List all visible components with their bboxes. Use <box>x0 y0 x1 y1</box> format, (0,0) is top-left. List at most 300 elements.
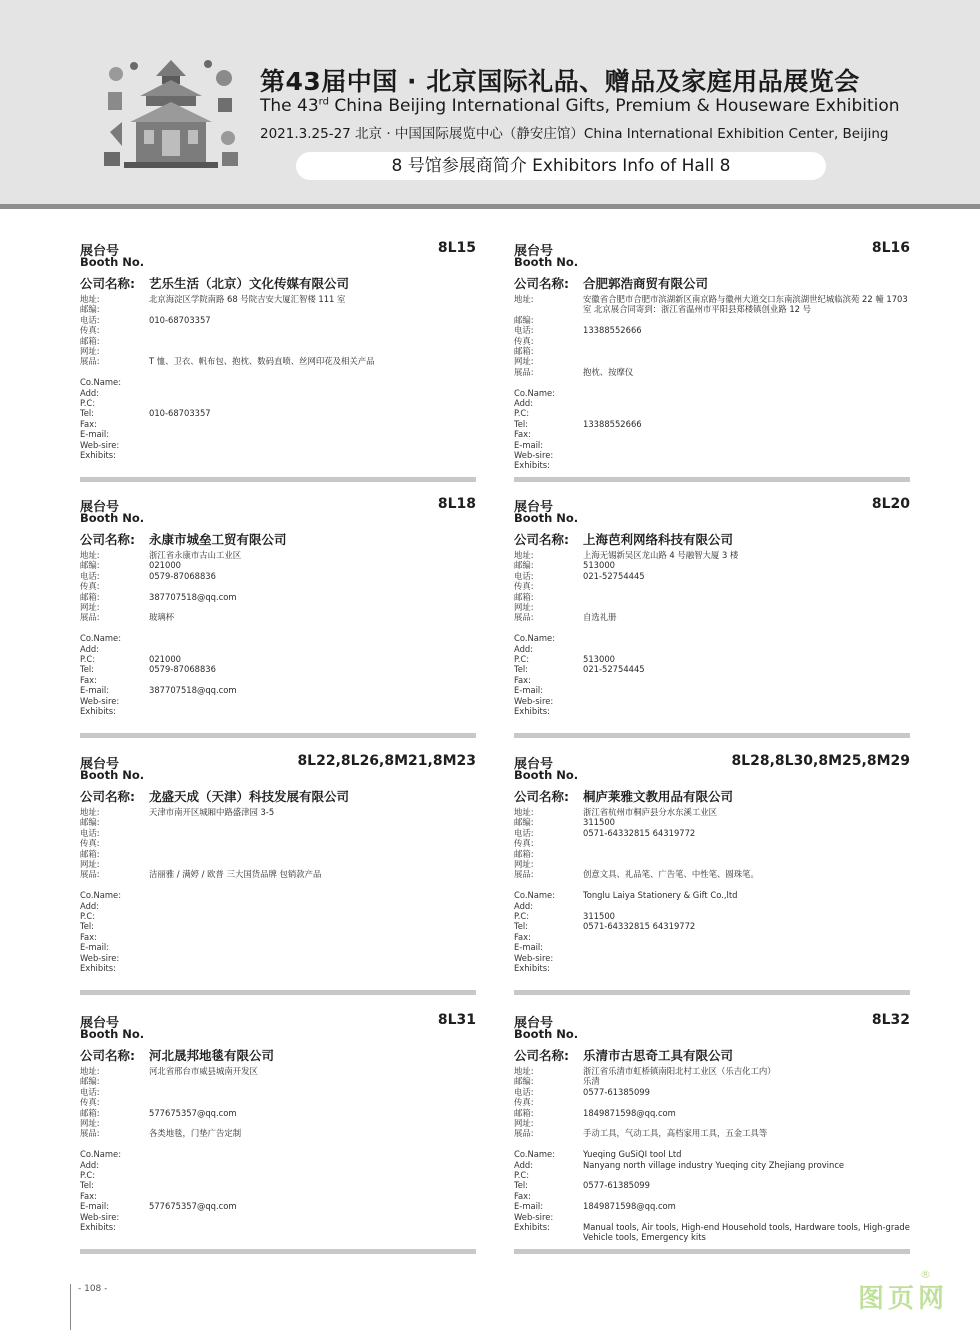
field-value <box>583 408 910 418</box>
page-header <box>0 0 980 204</box>
field-row-web-en <box>80 696 476 706</box>
field-row-pc-en <box>80 654 476 664</box>
booth-label-zh: 展台号 <box>514 1016 554 1031</box>
field-row-fax-zh <box>514 581 910 591</box>
field-value <box>149 450 476 460</box>
field-row-coname-en <box>514 633 910 643</box>
field-label: 展品: <box>80 1128 100 1139</box>
field-value <box>149 911 476 921</box>
field-value <box>149 419 476 429</box>
section-gap <box>514 377 910 387</box>
field-row-web-en <box>80 953 476 963</box>
card-divider <box>514 477 910 482</box>
exhibitor-card <box>514 496 910 738</box>
field-value <box>583 440 910 450</box>
field-row-tel-en <box>514 921 910 931</box>
booth-label-en: Booth No. <box>514 255 579 269</box>
booth-label-en: Booth No. <box>80 768 145 782</box>
field-row-email-zh <box>80 849 476 859</box>
field-row-phone-zh <box>80 828 476 838</box>
field-value: Tonglu Laiya Stationery & Gift Co.,ltd <box>583 890 738 901</box>
field-label: Add: <box>80 643 100 654</box>
field-label: Web-sire: <box>514 695 554 706</box>
field-value: 乐清 <box>583 1076 600 1087</box>
field-label: P.C: <box>80 653 96 664</box>
field-row-pc-en <box>80 1170 476 1180</box>
field-row-email-zh <box>80 1108 476 1118</box>
field-value <box>583 859 910 869</box>
field-row-pc-en <box>514 654 910 664</box>
field-value: 0579-87068836 <box>149 570 216 581</box>
field-value <box>583 1170 910 1180</box>
field-row-web-zh <box>80 1118 476 1128</box>
field-label: E-mail: <box>514 1201 544 1212</box>
field-label: Fax: <box>514 931 531 942</box>
field-label: 地址: <box>80 807 100 817</box>
field-row-web-en <box>80 1212 476 1222</box>
field-row-tel-en <box>514 1180 910 1190</box>
field-value: 387707518@qq.com <box>149 591 237 602</box>
field-row-phone-zh <box>80 315 476 325</box>
section-gap <box>80 880 476 890</box>
field-value <box>583 953 910 963</box>
field-row-email-en <box>514 1201 910 1211</box>
field-label: 电话: <box>80 1086 100 1097</box>
field-label: Tel: <box>80 664 94 675</box>
field-label: 展品: <box>80 356 100 367</box>
field-value: 1849871598@qq.com <box>583 1107 676 1118</box>
field-label: 电话: <box>514 1086 534 1097</box>
field-value <box>149 1087 476 1097</box>
field-row-phone-zh <box>514 571 910 581</box>
field-row-exhibits-en <box>80 1222 476 1232</box>
field-row-fax-en <box>514 1191 910 1201</box>
field-row-pc-en <box>514 1170 910 1180</box>
field-label: E-mail: <box>514 439 544 450</box>
field-row-exhibits-en <box>514 963 910 973</box>
field-label: Add: <box>514 1159 534 1170</box>
field-label: 传真: <box>514 335 534 346</box>
field-row-email-zh <box>80 336 476 346</box>
field-label: 邮箱: <box>514 848 534 859</box>
field-value: 021000 <box>149 653 181 664</box>
field-row-phone-zh <box>80 1087 476 1097</box>
field-value <box>149 581 476 591</box>
field-value <box>149 1191 476 1201</box>
booth-label-en: Booth No. <box>80 1027 145 1041</box>
field-row-email-en <box>80 942 476 952</box>
field-value <box>149 1097 476 1107</box>
field-value: 513000 <box>583 560 615 571</box>
field-value <box>149 963 476 973</box>
field-label: Web-sire: <box>80 952 120 963</box>
field-value <box>149 1149 476 1159</box>
section-gap <box>80 1139 476 1149</box>
field-label: 邮箱: <box>514 591 534 602</box>
field-label: 传真: <box>80 581 100 592</box>
field-label: 网址: <box>80 602 100 613</box>
field-label: Web-sire: <box>80 439 120 450</box>
card-divider <box>514 733 910 738</box>
field-value: 513000 <box>583 653 615 664</box>
field-value <box>583 963 910 973</box>
field-row-fax-en <box>514 932 910 942</box>
section-gap <box>514 880 910 890</box>
booth-number: 8L28,8L30,8M25,8M29 <box>731 753 910 769</box>
exhibition-date-venue: 2021.3.25-27 北京 · 中国国际展览中心（静安庄馆）China International Exhibition Center, Beijing <box>260 126 889 142</box>
field-label: 地址: <box>80 294 100 304</box>
field-value: 311500 <box>583 910 615 921</box>
field-label: 邮编: <box>80 817 100 828</box>
exhibitor-details <box>80 807 476 973</box>
field-value: 浙江省杭州市桐庐县分水东溪工业区 <box>583 807 717 817</box>
company-label: 公司名称: <box>80 532 135 547</box>
field-row-web-en <box>514 450 910 460</box>
field-row-coname-en <box>80 633 476 643</box>
field-label: Co.Name: <box>80 377 122 388</box>
field-value <box>583 388 910 398</box>
field-label: P.C: <box>514 653 530 664</box>
booth-number: 8L15 <box>437 240 476 256</box>
company-label: 公司名称: <box>514 276 569 291</box>
field-value: 自选礼册 <box>583 612 617 623</box>
field-value <box>583 706 910 716</box>
booth-label-en: Booth No. <box>514 1027 579 1041</box>
field-label: P.C: <box>514 408 530 419</box>
field-row-fax-en <box>80 419 476 429</box>
field-label: 地址: <box>80 1066 100 1076</box>
field-row-email-en <box>514 942 910 952</box>
field-label: Exhibits: <box>514 962 550 973</box>
company-name: 上海芭利网络科技有限公司 <box>583 532 734 547</box>
field-label: Exhibits: <box>80 1221 116 1232</box>
field-value <box>583 849 910 859</box>
field-row-fax-zh <box>514 336 910 346</box>
field-row-web-en <box>514 696 910 706</box>
company-name: 艺乐生活（北京）文化传媒有限公司 <box>149 276 350 291</box>
booth-label-zh: 展台号 <box>514 244 554 259</box>
field-row-exhibits-en <box>514 1222 910 1243</box>
card-divider <box>80 990 476 995</box>
field-value: 玻璃杯 <box>149 612 175 623</box>
field-row-exhibits-en <box>514 460 910 470</box>
field-row-tel-en <box>514 419 910 429</box>
field-label: Fax: <box>80 1190 97 1201</box>
field-row-fax-en <box>514 429 910 439</box>
field-row-email-en <box>514 440 910 450</box>
field-label: 邮箱: <box>514 1107 534 1118</box>
exhibitor-details <box>514 1066 910 1243</box>
field-label: 地址: <box>514 550 534 560</box>
booth-label-en: Booth No. <box>80 255 145 269</box>
exhibitor-details <box>80 550 476 716</box>
field-value <box>149 1212 476 1222</box>
field-label: 网址: <box>514 602 534 612</box>
field-label: Exhibits: <box>514 1222 550 1232</box>
field-row-coname-en <box>80 1149 476 1159</box>
field-label: Web-sire: <box>514 449 554 460</box>
field-value <box>583 602 910 612</box>
section-gap <box>80 623 476 633</box>
field-row-exhibits-zh <box>80 869 476 879</box>
field-label: 传真: <box>514 1097 534 1108</box>
field-row-coname-en <box>514 1149 910 1159</box>
field-label: Web-sire: <box>80 1211 120 1222</box>
field-value: Nanyang north village industry Yueqing city Zhejiang province <box>583 1159 845 1170</box>
field-value <box>149 644 476 654</box>
exhibitor-details <box>514 550 910 716</box>
field-row-web-zh <box>514 602 910 612</box>
field-row-email-zh <box>514 849 910 859</box>
field-value <box>583 336 910 346</box>
field-row-coname-en <box>514 388 910 398</box>
field-row-fax-zh <box>80 838 476 848</box>
field-value <box>149 325 476 335</box>
field-value <box>583 356 910 366</box>
card-divider <box>514 1249 910 1254</box>
field-row-fax-zh <box>80 325 476 335</box>
field-value: 13388552666 <box>583 418 642 429</box>
booth-number: 8L16 <box>871 240 910 256</box>
field-row-exhibits-zh <box>514 869 910 879</box>
field-label: Fax: <box>80 418 97 429</box>
field-value <box>583 1212 910 1222</box>
field-label: Co.Name: <box>514 890 556 901</box>
field-row-web-zh <box>80 602 476 612</box>
field-value <box>149 1170 476 1180</box>
field-row-exhibits-zh <box>80 612 476 622</box>
field-label: 展品: <box>514 1128 534 1139</box>
field-row-address-zh <box>514 807 910 817</box>
field-label: 邮编: <box>514 817 534 828</box>
field-value: 0577-61385099 <box>583 1086 650 1097</box>
field-value <box>149 304 476 314</box>
field-row-email-en <box>80 429 476 439</box>
booth-label-zh: 展台号 <box>80 500 120 515</box>
exhibitor-card <box>80 240 476 482</box>
company-name: 乐清市古思奇工具有限公司 <box>583 1048 734 1063</box>
field-label: E-mail: <box>80 942 110 953</box>
field-row-web-zh <box>514 356 910 366</box>
field-row-fax-zh <box>514 838 910 848</box>
field-value: 上海无锡新吴区龙山路 4 号融智大厦 3 楼 <box>583 550 739 560</box>
booth-label-en: Booth No. <box>80 511 145 525</box>
field-value <box>149 932 476 942</box>
field-label: Exhibits: <box>80 962 116 973</box>
field-label: 网址: <box>80 858 100 869</box>
field-row-add-en <box>514 1160 910 1170</box>
company-label: 公司名称: <box>80 276 135 291</box>
field-row-address-zh <box>80 1066 476 1076</box>
field-label: Tel: <box>514 418 528 429</box>
field-row-web-en <box>514 953 910 963</box>
field-value <box>149 336 476 346</box>
company-label: 公司名称: <box>514 789 569 804</box>
field-row-address-zh <box>514 550 910 560</box>
field-value: 浙江省永康市古山工业区 <box>149 550 242 560</box>
field-value <box>583 901 910 911</box>
field-row-fax-zh <box>514 1097 910 1107</box>
field-row-tel-en <box>80 1180 476 1190</box>
field-label: 电话: <box>514 827 534 838</box>
field-value: 创意文具、礼品笔、广告笔、中性笔、圆珠笔。 <box>583 869 759 880</box>
field-label: 邮编: <box>514 1076 534 1087</box>
card-divider <box>514 990 910 995</box>
field-row-email-zh <box>514 592 910 602</box>
field-row-fax-zh <box>80 581 476 591</box>
field-label: Fax: <box>514 1190 531 1201</box>
exhibitor-card <box>514 753 910 995</box>
field-label: 邮箱: <box>80 335 100 346</box>
field-row-address-zh <box>80 807 476 817</box>
field-value: 010-68703357 <box>149 314 211 325</box>
field-value: 1849871598@qq.com <box>583 1201 676 1212</box>
field-label: Co.Name: <box>80 1149 122 1160</box>
booth-label-zh: 展台号 <box>80 244 120 259</box>
field-row-email-zh <box>80 592 476 602</box>
field-value <box>149 817 476 827</box>
field-label: Tel: <box>514 1180 528 1191</box>
field-value <box>149 1076 476 1086</box>
booth-label-en: Booth No. <box>514 768 579 782</box>
field-value <box>149 429 476 439</box>
field-value <box>149 828 476 838</box>
field-row-postcode-zh <box>514 1076 910 1086</box>
field-value <box>149 942 476 952</box>
field-row-fax-en <box>80 675 476 685</box>
field-label: 电话: <box>514 325 534 336</box>
field-label: 邮编: <box>80 304 100 315</box>
field-row-postcode-zh <box>80 1076 476 1086</box>
field-value <box>583 675 910 685</box>
field-row-pc-en <box>514 911 910 921</box>
company-label: 公司名称: <box>80 1048 135 1063</box>
field-row-email-en <box>80 1201 476 1211</box>
field-row-pc-en <box>514 408 910 418</box>
field-row-exhibits-zh <box>514 612 910 622</box>
field-row-tel-en <box>80 664 476 674</box>
booth-label-zh: 展台号 <box>80 1016 120 1031</box>
card-divider <box>80 1249 476 1254</box>
field-label: P.C: <box>514 1170 530 1181</box>
field-label: 网址: <box>80 345 100 356</box>
field-row-email-zh <box>514 346 910 356</box>
field-value <box>149 440 476 450</box>
field-value: 021-52754445 <box>583 570 645 581</box>
field-row-postcode-zh <box>514 315 910 325</box>
field-row-coname-en <box>80 890 476 900</box>
booth-label-zh: 展台号 <box>80 757 120 772</box>
field-label: Exhibits: <box>514 460 550 471</box>
field-label: 网址: <box>80 1117 100 1128</box>
field-value <box>149 377 476 387</box>
field-value: 13388552666 <box>583 325 642 336</box>
field-row-exhibits-en <box>80 706 476 716</box>
field-label: Add: <box>514 643 534 654</box>
field-value <box>149 890 476 900</box>
field-value <box>149 849 476 859</box>
field-value <box>149 388 476 398</box>
field-value <box>583 346 910 356</box>
exhibitor-card <box>80 753 476 995</box>
field-row-phone-zh <box>80 571 476 581</box>
field-label: 地址: <box>514 1066 534 1076</box>
field-value <box>583 592 910 602</box>
field-label: 地址: <box>514 807 534 817</box>
watermark-logo: 图页网 <box>858 1284 949 1314</box>
section-gap <box>514 1139 910 1149</box>
company-label: 公司名称: <box>80 789 135 804</box>
field-row-exhibits-zh <box>514 367 910 377</box>
field-label: Co.Name: <box>80 890 122 901</box>
field-row-email-zh <box>514 1108 910 1118</box>
field-label: Add: <box>80 900 100 911</box>
field-value <box>149 1222 476 1232</box>
field-label: 展品: <box>514 366 534 377</box>
field-label: 传真: <box>514 838 534 849</box>
field-value <box>149 398 476 408</box>
field-value <box>583 633 910 643</box>
company-name: 河北晟邦地毯有限公司 <box>149 1048 275 1063</box>
field-value <box>583 1097 910 1107</box>
field-row-coname-en <box>514 890 910 900</box>
field-row-phone-zh <box>514 325 910 335</box>
field-label: E-mail: <box>80 1201 110 1212</box>
field-row-postcode-zh <box>80 304 476 314</box>
field-row-postcode-zh <box>80 817 476 827</box>
field-value <box>583 450 910 460</box>
field-row-web-zh <box>514 1118 910 1128</box>
field-label: 邮编: <box>514 314 534 325</box>
card-divider <box>80 477 476 482</box>
field-label: Fax: <box>514 429 531 440</box>
field-value: 河北省邢台市威县城南开发区 <box>149 1066 258 1076</box>
field-value <box>583 644 910 654</box>
field-row-add-en <box>514 398 910 408</box>
field-label: 电话: <box>80 570 100 581</box>
field-value <box>149 953 476 963</box>
field-label: Exhibits: <box>80 705 116 716</box>
field-row-web-en <box>514 1212 910 1222</box>
field-label: 展品: <box>80 869 100 880</box>
field-value <box>149 696 476 706</box>
field-row-web-zh <box>80 346 476 356</box>
field-label: 网址: <box>514 356 534 367</box>
field-label: Tel: <box>514 664 528 675</box>
field-label: Tel: <box>80 408 94 419</box>
field-label: 地址: <box>514 294 534 304</box>
field-value <box>149 921 476 931</box>
field-row-exhibits-zh <box>514 1128 910 1138</box>
field-label: 邮编: <box>514 560 534 571</box>
field-label: 展品: <box>80 612 100 623</box>
field-row-tel-en <box>80 921 476 931</box>
watermark-registered-mark: ® <box>920 1268 931 1281</box>
field-label: 邮箱: <box>80 848 100 859</box>
booth-label-en: Booth No. <box>514 511 579 525</box>
field-row-web-en <box>80 440 476 450</box>
field-label: 传真: <box>80 325 100 336</box>
field-label: Web-sire: <box>514 952 554 963</box>
field-label: Fax: <box>80 674 97 685</box>
field-value <box>149 859 476 869</box>
field-label: P.C: <box>80 1169 96 1180</box>
field-value: Yueqing GuSiQI tool Ltd <box>583 1149 682 1160</box>
field-label: Exhibits: <box>80 449 116 460</box>
exhibitor-details <box>514 294 910 471</box>
field-row-add-en <box>80 1160 476 1170</box>
field-row-add-en <box>80 644 476 654</box>
